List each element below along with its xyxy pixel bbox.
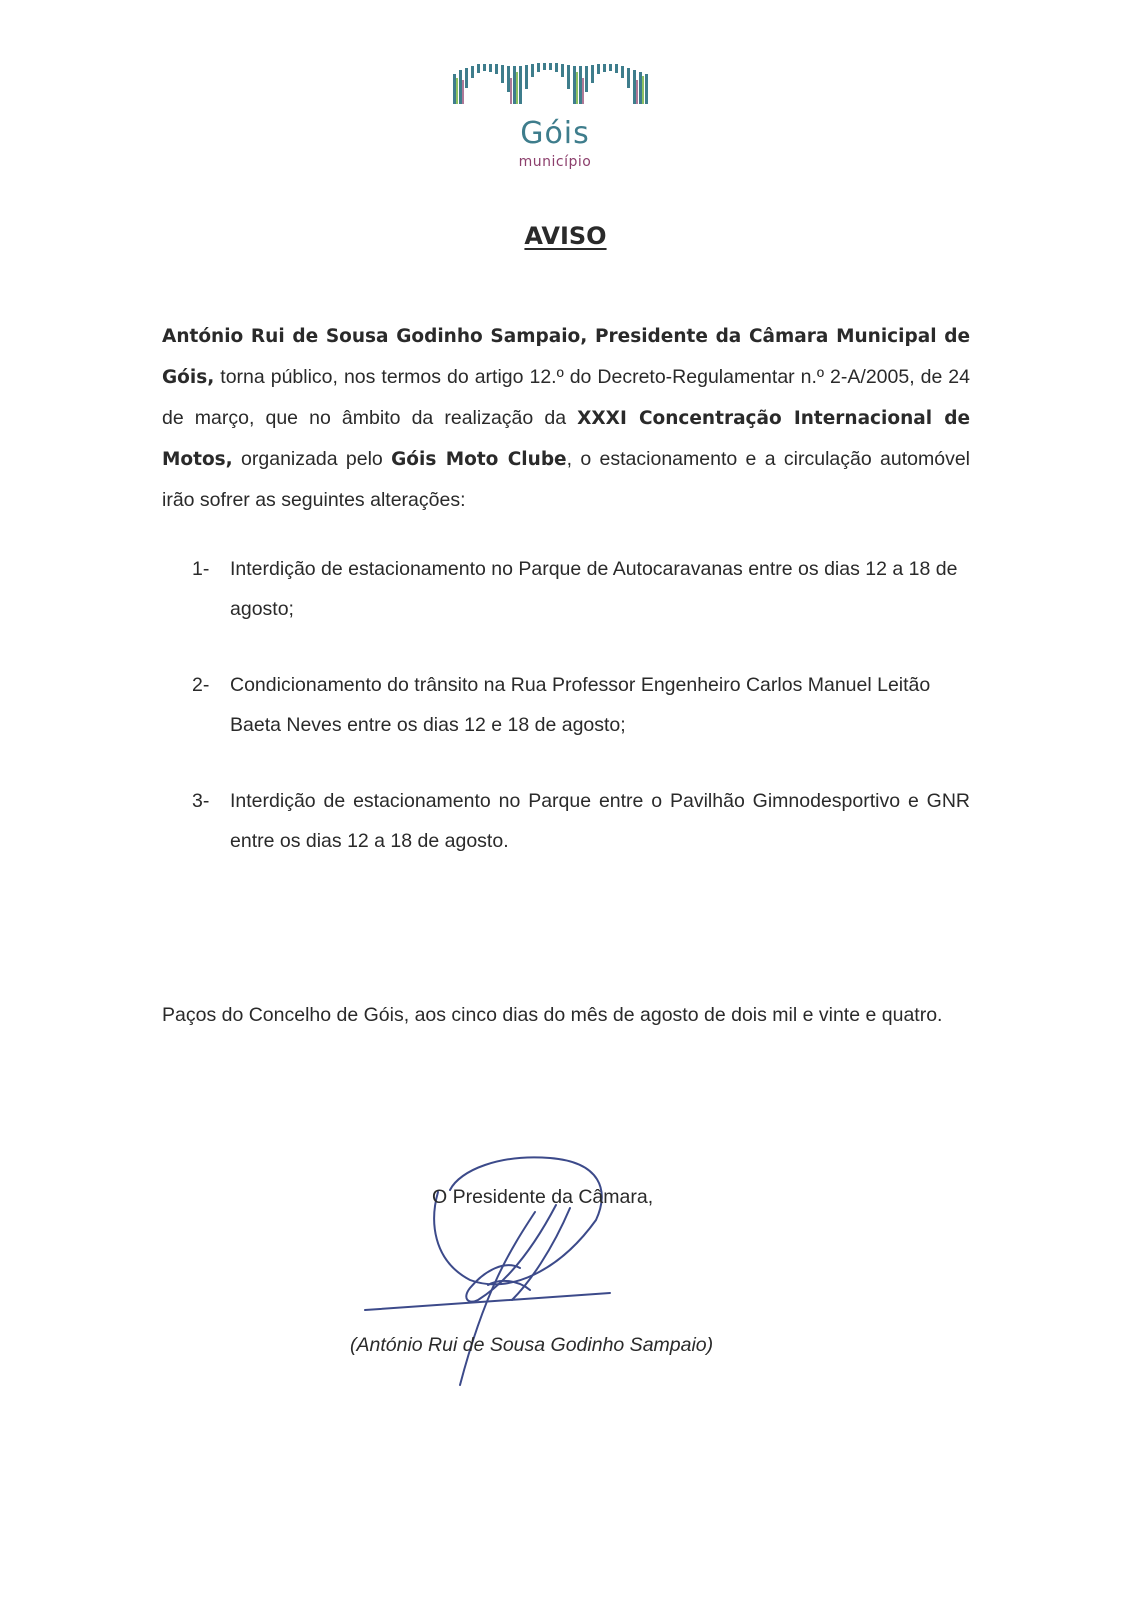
intro-bold-org: Góis Moto Clube [391,449,567,470]
list-item-number: 1- [192,558,210,580]
logo-name: Góis [520,116,590,151]
intro-bold-event: XXXI Concentração Internacional de Motos, [162,408,970,470]
document-title [0,222,1131,250]
intro-text-2: organizada pelo [232,448,392,470]
list-item-text: Interdição de estacionamento no Parque de Autocaravanas entre os dias 12 a 18 de agosto; [230,558,958,620]
list-item-text: Condicionamento do trânsito na Rua Professor Engenheiro Carlos Manuel Leitão Baeta Neves entre os dias 12 e 18 de agosto; [230,674,931,736]
list-item-text: Interdição de estacionamento no Parque entre o Pavilhão Gimnodesportivo e GNR entre os dias 12 a 18 de agosto. [230,790,970,852]
signature-role: O Presidente da Câmara, [432,1186,654,1208]
list-item-number: 2- [192,674,210,696]
list-item-number: 3- [192,790,210,812]
signature-name: (António Rui de Sousa Godinho Sampaio) [350,1334,714,1356]
intro-text-3: , o estacionamento e a circulação automóvel irão sofrer as seguintes alterações: [162,448,970,511]
intro-paragraph [162,316,970,520]
intro-text-1: torna público, nos termos do artigo 12.º do Decreto-Regulamentar n.º 2-A/2005, de 24 de março, que no âmbito da realização da [162,366,970,429]
document-title-text: AVISO [524,222,607,250]
municipality-logo [450,58,660,178]
logo-subtitle: município [518,154,592,170]
bridge-arches-icon [450,58,660,108]
intro-bold-name: António Rui de Sousa Godinho Sampaio, Presidente da Câmara Municipal de Góis, [162,326,970,388]
closing-paragraph: Paços do Concelho de Góis, aos cinco dias do mês de agosto de dois mil e vinte e quatro. [162,1004,943,1026]
